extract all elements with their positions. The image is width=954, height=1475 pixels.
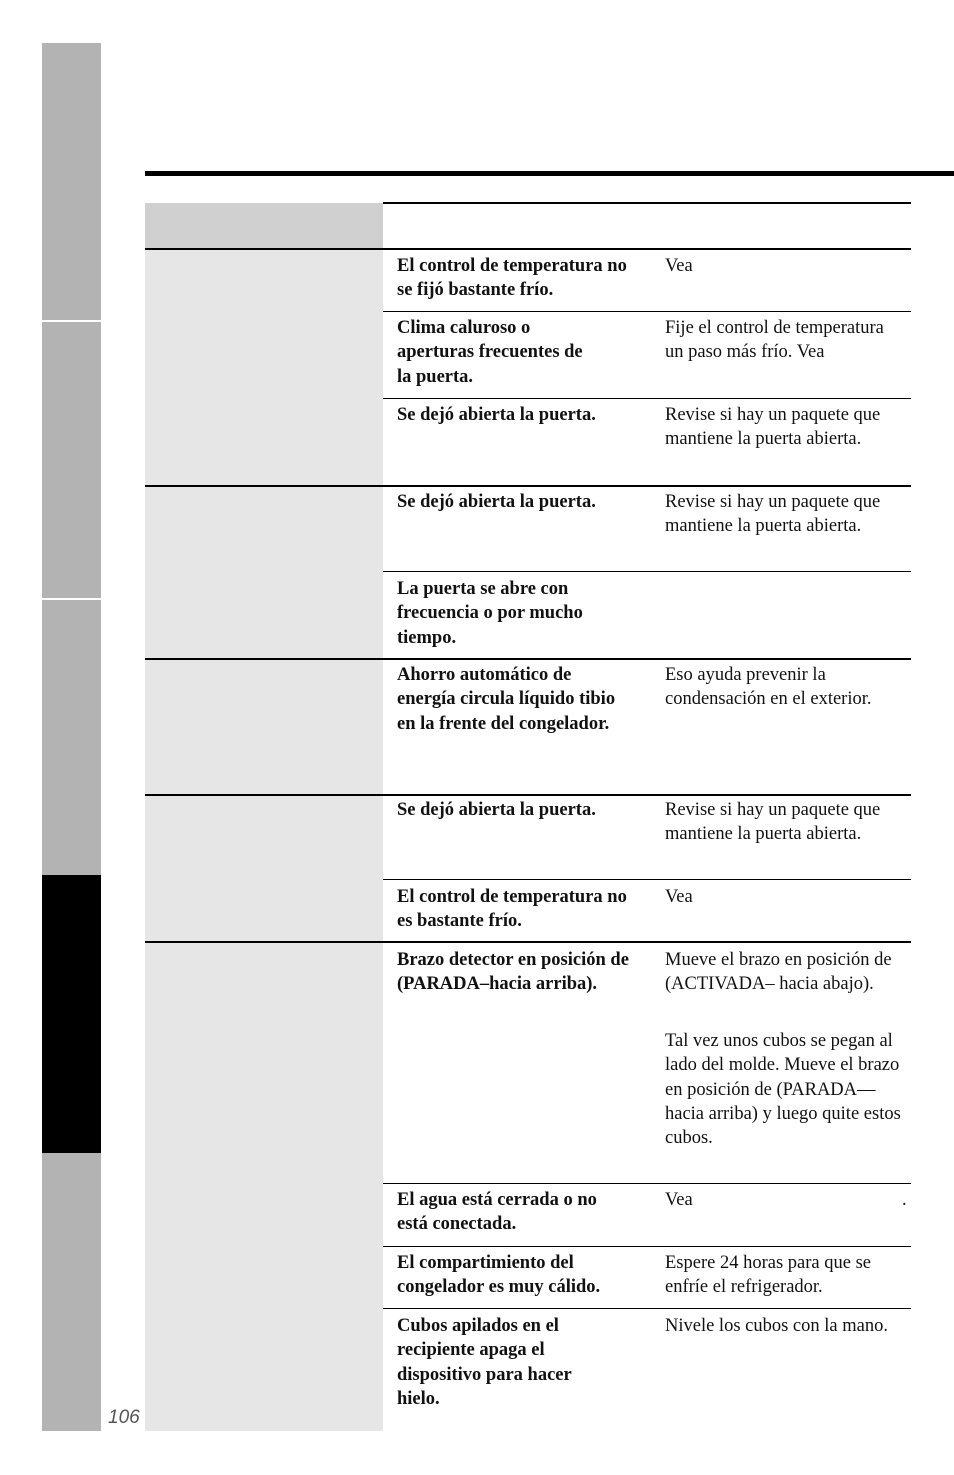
row-divider — [383, 571, 911, 572]
row-divider — [383, 879, 911, 880]
header-top-rule — [383, 202, 911, 204]
possible-cause: Se dejó abierta la puerta. — [397, 405, 596, 425]
solution: Mueve el brazo en posición de (ACTIVADA– hacia abajo). — [665, 950, 892, 995]
row-divider — [383, 1246, 911, 1247]
solution: Revise si hay un paquete que mantiene la puerta abierta. — [665, 800, 881, 845]
solution-extra: Tal vez unos cubos se pegan al lado del molde. Mueve el brazo en posición de (PARADA—hacia arriba) y luego quite estos cubos. — [665, 1031, 901, 1149]
section-divider — [145, 658, 911, 660]
solution: Nivele los cubos con la mano. — [665, 1316, 888, 1336]
solution-trailing: . — [902, 1190, 907, 1210]
solution: Eso ayuda prevenir la condensación en el exterior. — [665, 665, 872, 710]
row-divider — [383, 311, 911, 312]
solution: Revise si hay un paquete que mantiene la puerta abierta. — [665, 492, 881, 537]
row-divider — [383, 398, 911, 399]
side-tab-3[interactable] — [42, 600, 101, 875]
possible-cause: La puerta se abre con frecuencia o por mucho tiempo. — [397, 579, 583, 648]
possible-cause: El compartimiento del congelador es muy cálido. — [397, 1253, 601, 1298]
solution: Vea — [665, 887, 693, 907]
possible-cause: Se dejó abierta la puerta. — [397, 492, 596, 512]
row-divider — [383, 1308, 911, 1309]
row-divider — [383, 1183, 911, 1184]
section-divider — [145, 485, 911, 487]
possible-cause: Ahorro automático de energía circula líquido tibio en la frente del congelador. — [397, 665, 616, 734]
section-divider — [145, 794, 911, 796]
possible-cause: Cubos apilados en el recipiente apaga el dispositivo para hacer hielo. — [397, 1316, 572, 1409]
solution: Vea — [665, 256, 693, 276]
page-number: 106 — [108, 1407, 140, 1428]
possible-cause: Brazo detector en posición de (PARADA–hacia arriba). — [397, 950, 629, 995]
side-tab-1[interactable] — [42, 43, 101, 320]
table-header-problem — [145, 203, 383, 248]
possible-cause: El control de temperatura no se fijó bastante frío. — [397, 256, 627, 301]
possible-cause: El control de temperatura no es bastante frío. — [397, 887, 627, 932]
solution: Fije el control de temperatura un paso más frío. Vea — [665, 318, 884, 363]
side-tab-active[interactable] — [42, 875, 101, 1153]
solution: Espere 24 horas para que se enfríe el refrigerador. — [665, 1253, 871, 1298]
top-rule — [145, 171, 954, 176]
possible-cause: Se dejó abierta la puerta. — [397, 800, 596, 820]
possible-cause: Clima caluroso o aperturas frecuentes de la puerta. — [397, 318, 583, 387]
solution: Revise si hay un paquete que mantiene la puerta abierta. — [665, 405, 881, 450]
problem-column — [145, 250, 383, 1431]
section-divider — [145, 941, 911, 943]
side-tab-5[interactable] — [42, 1153, 101, 1431]
solution: Vea — [665, 1190, 693, 1210]
side-tab-2[interactable] — [42, 322, 101, 598]
possible-cause: El agua está cerrada o no está conectada. — [397, 1190, 597, 1235]
